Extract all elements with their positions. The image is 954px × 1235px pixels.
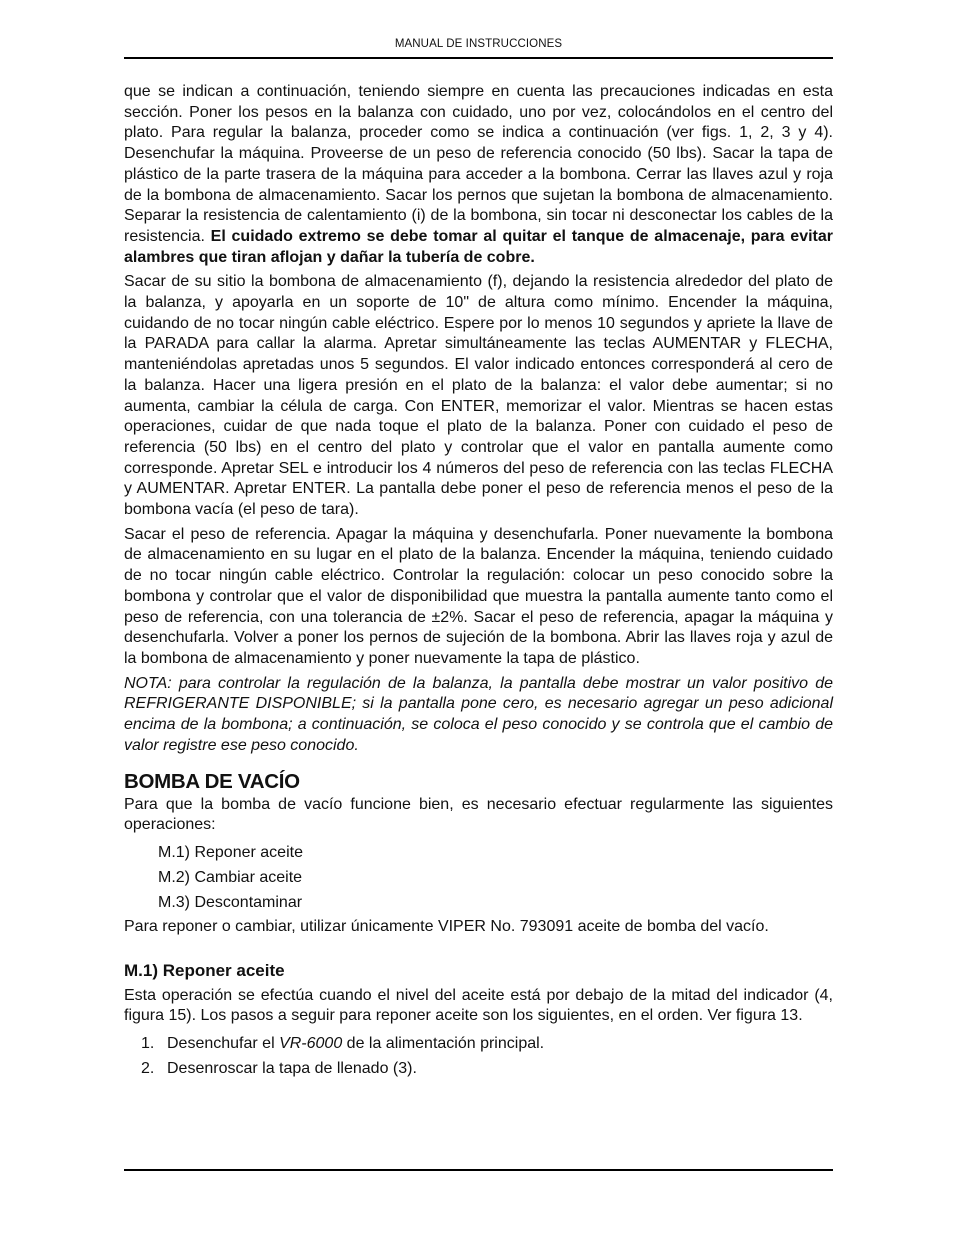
- step-number: 2.: [141, 1060, 155, 1078]
- step-number: 1.: [141, 1035, 155, 1053]
- maintenance-list: [158, 840, 833, 915]
- step-item: [124, 1056, 833, 1081]
- steps-list: [124, 1031, 833, 1081]
- maintenance-item: M.1) Reponer aceite: [158, 843, 303, 861]
- step-item: [124, 1031, 833, 1056]
- step-text: Desenchufar el: [167, 1035, 280, 1053]
- oil-note: Para reponer o cambiar, utilizar únicamente VIPER No. 793091 aceite de bomba del vacío.: [124, 917, 769, 935]
- reponer-aceite-intro: Esta operación se efectúa cuando el nivel del aceite está por debajo de la mitad del indicador (4, figura 15). Los pasos a seguir para reponer aceite son los siguientes, en el orden. Ver figura 13.: [124, 986, 833, 1025]
- running-header: MANUAL DE INSTRUCCIONES: [394, 38, 563, 50]
- paragraph-text: que se indican a continuación, teniendo siempre en cuenta las precauciones indicadas en esta sección. Poner los pesos en la balanza con cuidado, uno por vez, colocándolos en el centro del plato. Para regular la balanza, proceder como se indica a continuación (ver figs. 1, 2, 3 y 4). Desenchufar la máquina. Proveerse de un peso de referencia conocido (50 lbs). Sacar la tapa de plástico de la parte trasera de la máquina para acceder a la bombona. Cerrar las llaves azul y roja de la bombona de almacenamiento. Sacar los pernos que sujetan la bombona de almacenamiento. Separar la resistencia de calentamiento (i) de la bombona, sin tocar ni desconectar los cables de la resistencia.: [124, 83, 833, 245]
- warning-bold-text: El cuidado extremo se debe tomar al quitar el tanque de almacenaje, para evitar alambres que tiran aflojan y dañar la tubería de cobre.: [124, 227, 833, 266]
- page-content: [124, 82, 833, 1081]
- model-name: VR-6000: [279, 1035, 343, 1053]
- bomba-intro: Para que la bomba de vacío funcione bien, es necesario efectuar regularmente las siguientes operaciones:: [124, 795, 833, 834]
- section-heading-bomba-de-vacio: BOMBA DE VACÍO: [124, 769, 300, 793]
- paragraph-calibration-steps: Sacar de su sitio la bombona de almacenamiento (f), dejando la resistencia alrededor del plato de la balanza, y apoyarla en un soporte de 10" de altura como mínimo. Encender la máquina, cuidando de no tocar ningún cable eléctrico. Espere por lo menos 10 segundos y apriete la llave de la PARADA para callar la alarma. Apretar simultáneamente las teclas AUMENTAR y FLECHA, manteniéndolas apretadas unos 5 segundos. El valor indicado entonces corresponderá al cero de la balanza. Hacer una ligera presión en el plato de la balanza: el valor debe aumentar; si no aumenta, cambiar la célula de carga. Con ENTER, memorizar el valor. Mientras se hacen estas operaciones, cuidar de que nada toque el plato de la balanza. Poner con cuidado el peso de referencia (50 lbs) en el centro del plato y controlar que el valor en pantalla aumente como corresponde. Apretar SEL e introducir los 4 números del peso de referencia con las teclas FLECHA y AUMENTAR. Apretar ENTER. La pantalla debe poner el peso de referencia menos el peso de la bombona vacía (el peso de tara).: [124, 273, 833, 519]
- paragraph-calibration-check: Sacar el peso de referencia. Apagar la máquina y desenchufarla. Poner nuevamente la bombona de almacenamiento en su lugar en el plato de la balanza. Encender la máquina, teniendo cuidado de no tocar ningún cable eléctrico. Controlar la regulación: colocar un peso conocido sobre la bombona y controlar que el valor de disponibilidad que muestra la pantalla aumente tanto como el peso de referencia, con una tolerancia de ±2%. Sacar el peso de referencia, apagar la máquina y desenchufarla. Volver a poner los pernos de sujeción de la bombona. Abrir las llaves roja y azul de la bombona de almacenamiento y poner nuevamente la tapa de plástico.: [124, 525, 833, 667]
- footer-rule: [124, 1169, 833, 1171]
- header-rule: [124, 57, 833, 59]
- subsection-heading-reponer-aceite: M.1) Reponer aceite: [124, 960, 285, 980]
- paragraph-calibration-intro: [124, 82, 833, 268]
- note-paragraph: NOTA: para controlar la regulación de la balanza, la pantalla debe mostrar un valor positivo de REFRIGERANTE DISPONIBLE; si la pantalla pone cero, es necesario agregar un peso adicional encima de la bombona; a continuación, se coloca el peso conocido y se controla que el cambio de valor registre ese peso conocido.: [124, 674, 833, 754]
- step-text: de la alimentación principal.: [342, 1035, 545, 1053]
- step-text: Desenroscar la tapa de llenado (3).: [167, 1060, 417, 1078]
- maintenance-item: M.2) Cambiar aceite: [158, 868, 303, 886]
- maintenance-item: M.3) Descontaminar: [158, 893, 303, 911]
